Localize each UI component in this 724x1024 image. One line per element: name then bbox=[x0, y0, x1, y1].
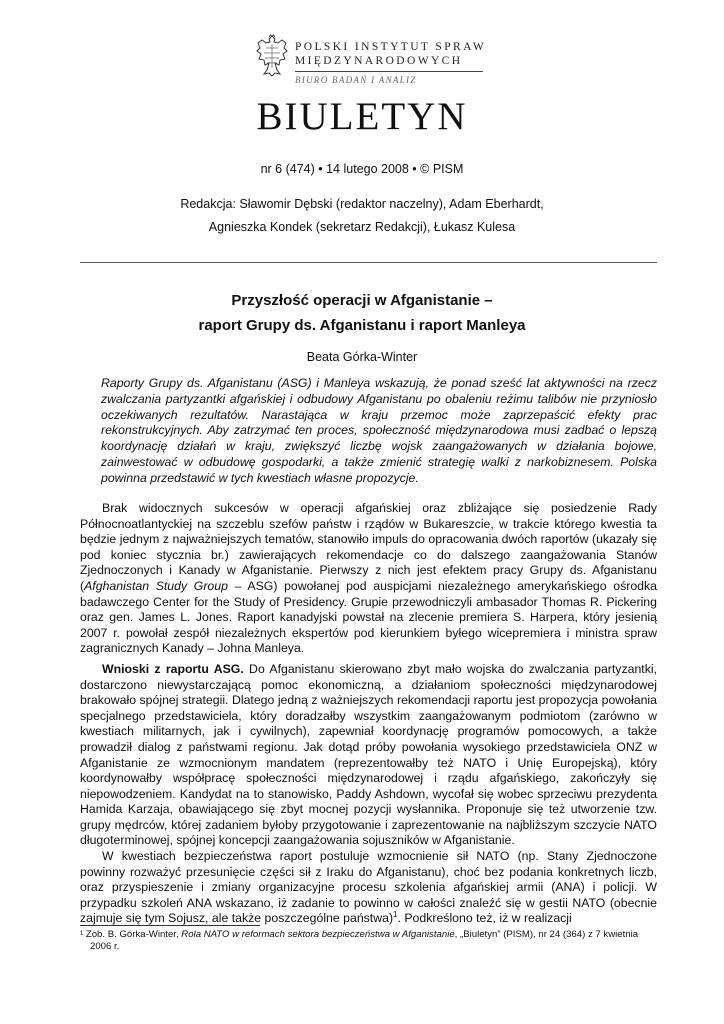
title-line1: Przyszłość operacji w Afganistanie – bbox=[231, 292, 493, 309]
issue-line: nr 6 (474) • 14 lutego 2008 • © PISM bbox=[260, 162, 464, 176]
title-line2: raport Grupy ds. Afganistanu i raport Manleya bbox=[198, 317, 526, 334]
footnote-text-a: ¹ Zob. B. Górka-Winter, bbox=[80, 929, 182, 940]
header-divider bbox=[80, 262, 657, 263]
paragraph-1-text-b: – ASG) powołanej pod auspicjami niezależnego amerykańskiego ośrodka badawczego Center for the Study of Presidency. Grupie przewodniczyli ambasador Thomas R. Pickering oraz gen. James L. Jones. Raport kanadyjski powstał na zlecenie premiera S. Harpera, który jesienią 2007 r. powołał zespół niezależnych ekspertów pod kierunkiem byłego wicepremiera i ministra spraw zagranicznych Kanady – Johna Manleya. bbox=[80, 578, 657, 656]
institute-name-line2: MIĘDZYNARODOWYCH bbox=[295, 55, 463, 67]
institute-rule bbox=[295, 71, 483, 72]
section-heading-asg: Wnioski z raportu ASG. bbox=[102, 661, 244, 676]
paragraph-1-text-a: Brak widocznych sukcesów w operacji afgańskiej oraz zbliżające się posiedzenie Rady Północnoatlantyckiej na szczeblu szefów państw i rządów w Bukareszcie, w trakcie którego kwestia ta będzie jednym z najważniejszych tematów, stanowiło impuls do opracowania dwóch raportów (ukazały się pod koniec stycznia br.) zawierających rekomendacje co do dalszego zaangażowania Stanów Zjednoczonych i Kanady w Afganistanie. Pierwszy z nich jest efektem pracy Grupy ds. Afganistanu ( bbox=[80, 501, 657, 593]
editors-line1: Redakcja: Sławomir Dębski (redaktor naczelny), Adam Eberhardt, bbox=[180, 197, 544, 211]
article-author: Beata Górka-Winter bbox=[306, 350, 418, 364]
paragraph-1-italic: Afghanistan Study Group bbox=[84, 578, 228, 593]
paragraph-3 bbox=[80, 849, 657, 927]
footnote-divider bbox=[80, 925, 260, 926]
paragraph-3-text-b: . Podkreślono też, iż w realizacji bbox=[397, 911, 572, 926]
footnote-1 bbox=[80, 929, 657, 953]
institute-logo bbox=[255, 34, 495, 98]
institute-name-line1: POLSKI INSTYTUT SPRAW bbox=[295, 41, 487, 53]
editors-line2: Agnieszka Kondek (sekretarz Redakcji), Łukasz Kulesa bbox=[208, 220, 516, 234]
footnote-italic-title: Rola NATO w reformach sektora bezpieczeństwa w Afganistanie bbox=[181, 929, 455, 940]
article-abstract: Raporty Grupy ds. Afganistanu (ASG) i Manleya wskazują, że ponad sześć lat aktywności na rzecz zwalczania partyzantki afgańskiej i odbudowy Afganistanu po obaleniu reżimu talibów nie przyniosło oczekiwanych rezultatów. Narastająca w kraju przemoc może zaprzepaścić efekty prac rekonstrukcyjnych. Aby zatrzymać ten proces, społeczność międzynarodowa musi zadbać o lepszą koordynację działań w kraju, zwiększyć liczbę wojsk zaangażowanych w działania bojowe, zainwestować w odbudowę gospodarki, a także zmienić strategię walki z narkobiznesem. Polska powinna przedstawić w tych kwestiach własne propozycje. bbox=[101, 376, 657, 485]
paragraph-2-text: Do Afganistanu skierowano zbyt mało wojska do zwalczania partyzantki, dostarczono niewystarczającą pomoc ekonomiczną, a działaniom społeczności międzynarodowej brakowało spójnej strategii. Dlatego jedną z ważniejszych rekomendacji raportu jest propozycja powołania specjalnego przedstawiciela, który doradzałby wszystkim zaangażowanym podmiotom (zarówno w kwestiach militarnych, jak i cywilnych), zapewniał koordynację programów pomocowych, a także prowadził dialog z państwami regionu. Jak dotąd próby powołania wysokiego przedstawiciela ONZ w Afganistanie ze wzmocnionym mandatem (reprezentowałby też NATO i Unię Europejską), który koordynowałby współpracę społeczności międzynarodowej i rządu afgańskiego, zakończyły się niepowodzeniem. Kandydat na to stanowisko, Paddy Ashdown, wycofał się wobec sprzeciwu prezydenta Hamida Karzaja, obawiającego się zbyt mocnej pozycji wysłannika. Proponuje się też utworzenie tzw. grupy mędrców, której zadaniem byłoby przygotowanie i zaprezentowanie na najbliższym szczycie NATO długoterminowej, spójnej koncepcji zaangażowania sojuszników w Afganistanie. bbox=[80, 661, 657, 848]
eagle-emblem-icon bbox=[255, 34, 289, 78]
paragraph-2 bbox=[80, 662, 657, 849]
bureau-name: BIURO BADAŃ I ANALIZ bbox=[295, 75, 417, 85]
paragraph-1 bbox=[80, 501, 657, 657]
footnote-text-b: , „Biuletyn” (PISM), nr 24 (364) z 7 kwietnia 2006 r. bbox=[90, 929, 639, 952]
footnote-ref-1[interactable]: 1 bbox=[393, 910, 398, 920]
paragraph-3-text-a: W kwestiach bezpieczeństwa raport postuluje wzmocnienie sił NATO (np. Stany Zjednoczone powinny rozważyć przesunięcie części sił z Iraku do Afganistanu), choć bez podania konkretnych liczb, oraz przyspieszenie i zmiany organizacyjne procesu szkolenia afgańskiej armii (ANA) i policji. W przypadku szkoleń ANA wskazano, iż zadanie to powinno w całości znaleźć się w gestii NATO (obecnie zajmuje się tym Sojusz, ale także poszczególne państwa) bbox=[80, 849, 657, 926]
footnote-1-content bbox=[80, 929, 657, 953]
editorial-board bbox=[0, 193, 724, 239]
masthead-title: BIULETYN bbox=[256, 95, 468, 138]
article-title bbox=[0, 288, 724, 338]
article-body bbox=[80, 501, 657, 927]
